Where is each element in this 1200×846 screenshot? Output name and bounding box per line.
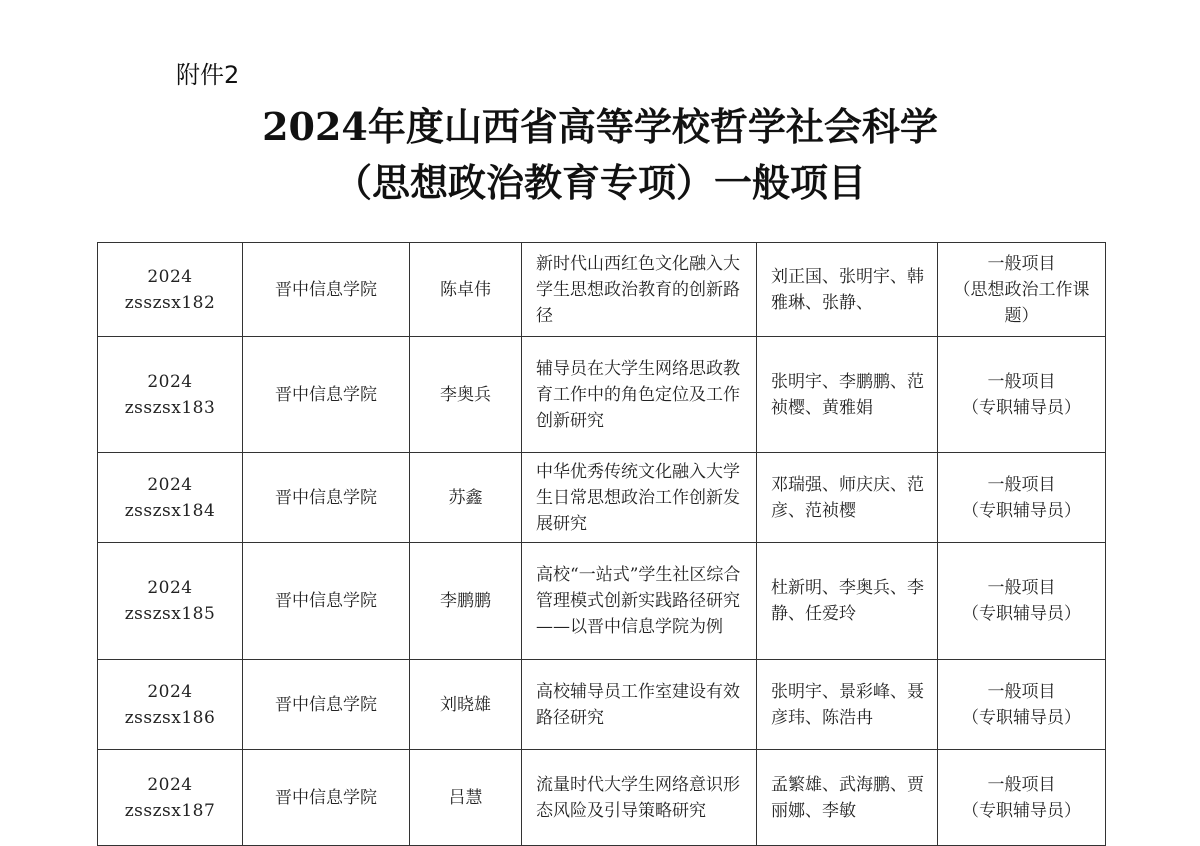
category-main: 一般项目 <box>987 681 1056 702</box>
document-title-line1: 2024年度山西省高等学校哲学社会科学 <box>262 104 938 149</box>
code-year: 2024 <box>147 371 193 392</box>
category-cell <box>938 660 1106 750</box>
project-title-cell: 高校“一站式”学生社区综合管理模式创新实践路径研究——以晋中信息学院为例 <box>522 543 757 660</box>
project-table <box>97 242 1106 846</box>
school-cell: 晋中信息学院 <box>243 660 410 750</box>
category-main: 一般项目 <box>987 774 1056 795</box>
table-row <box>98 543 1106 660</box>
school-cell: 晋中信息学院 <box>243 750 410 846</box>
code-id: zsszsx185 <box>124 604 216 624</box>
code-year: 2024 <box>147 474 193 495</box>
members-cell: 刘正国、张明宇、韩雅琳、张静、 <box>757 243 938 337</box>
category-sub: （专职辅导员） <box>962 397 1081 418</box>
project-title-cell: 辅导员在大学生网络思政教育工作中的角色定位及工作创新研究 <box>522 337 757 453</box>
project-code-cell <box>98 243 243 337</box>
table-row <box>98 337 1106 453</box>
code-year: 2024 <box>147 578 193 598</box>
project-title-cell: 流量时代大学生网络意识形态风险及引导策略研究 <box>522 750 757 846</box>
category-cell <box>938 243 1106 337</box>
leader-cell: 李鹏鹏 <box>410 543 522 660</box>
project-title-cell: 新时代山西红色文化融入大学生思想政治教育的创新路径 <box>522 243 757 337</box>
school-cell: 晋中信息学院 <box>243 243 410 337</box>
project-code-cell <box>98 750 243 846</box>
category-sub: （专职辅导员） <box>962 707 1081 728</box>
members-cell: 杜新明、李奥兵、李静、任爱玲 <box>757 543 938 660</box>
leader-cell: 刘晓雄 <box>410 660 522 750</box>
members-cell: 张明宇、李鹏鹏、范祯樱、黄雅娟 <box>757 337 938 453</box>
category-sub: （专职辅导员） <box>962 604 1081 624</box>
school-cell: 晋中信息学院 <box>243 543 410 660</box>
category-main: 一般项目 <box>987 253 1056 274</box>
project-code-cell <box>98 660 243 750</box>
leader-cell: 李奥兵 <box>410 337 522 453</box>
code-id: zsszsx184 <box>124 500 216 521</box>
category-main: 一般项目 <box>987 474 1056 495</box>
members-cell: 邓瑞强、师庆庆、范彦、范祯樱 <box>757 453 938 543</box>
members-cell: 孟繁雄、武海鹏、贾丽娜、李敏 <box>757 750 938 846</box>
members-cell: 张明宇、景彩峰、聂彦玮、陈浩冉 <box>757 660 938 750</box>
category-cell <box>938 543 1106 660</box>
category-main: 一般项目 <box>987 578 1056 598</box>
leader-cell: 吕慧 <box>410 750 522 846</box>
code-id: zsszsx183 <box>124 397 216 418</box>
category-main: 一般项目 <box>987 371 1056 392</box>
document-title-line2: （思想政治教育专项）一般项目 <box>333 160 866 205</box>
category-cell <box>938 453 1106 543</box>
category-sub: （专职辅导员） <box>962 800 1081 821</box>
code-year: 2024 <box>147 774 193 795</box>
table-row <box>98 750 1106 846</box>
table-row <box>98 243 1106 337</box>
code-id: zsszsx187 <box>124 800 216 821</box>
leader-cell: 苏鑫 <box>410 453 522 543</box>
code-id: zsszsx182 <box>124 292 216 313</box>
leader-cell: 陈卓伟 <box>410 243 522 337</box>
code-id: zsszsx186 <box>124 707 216 728</box>
attachment-label: 附件2 <box>176 61 240 89</box>
table-row <box>98 453 1106 543</box>
table-row <box>98 660 1106 750</box>
school-cell: 晋中信息学院 <box>243 337 410 453</box>
school-cell: 晋中信息学院 <box>243 453 410 543</box>
category-cell <box>938 337 1106 453</box>
category-sub: （专职辅导员） <box>962 500 1081 521</box>
code-year: 2024 <box>147 266 193 287</box>
project-title-cell: 中华优秀传统文化融入大学生日常思想政治工作创新发展研究 <box>522 453 757 543</box>
project-code-cell <box>98 543 243 660</box>
project-code-cell <box>98 337 243 453</box>
category-cell <box>938 750 1106 846</box>
project-code-cell <box>98 453 243 543</box>
code-year: 2024 <box>147 681 193 702</box>
project-title-cell: 高校辅导员工作室建设有效路径研究 <box>522 660 757 750</box>
category-sub: （思想政治工作课题） <box>953 279 1090 326</box>
